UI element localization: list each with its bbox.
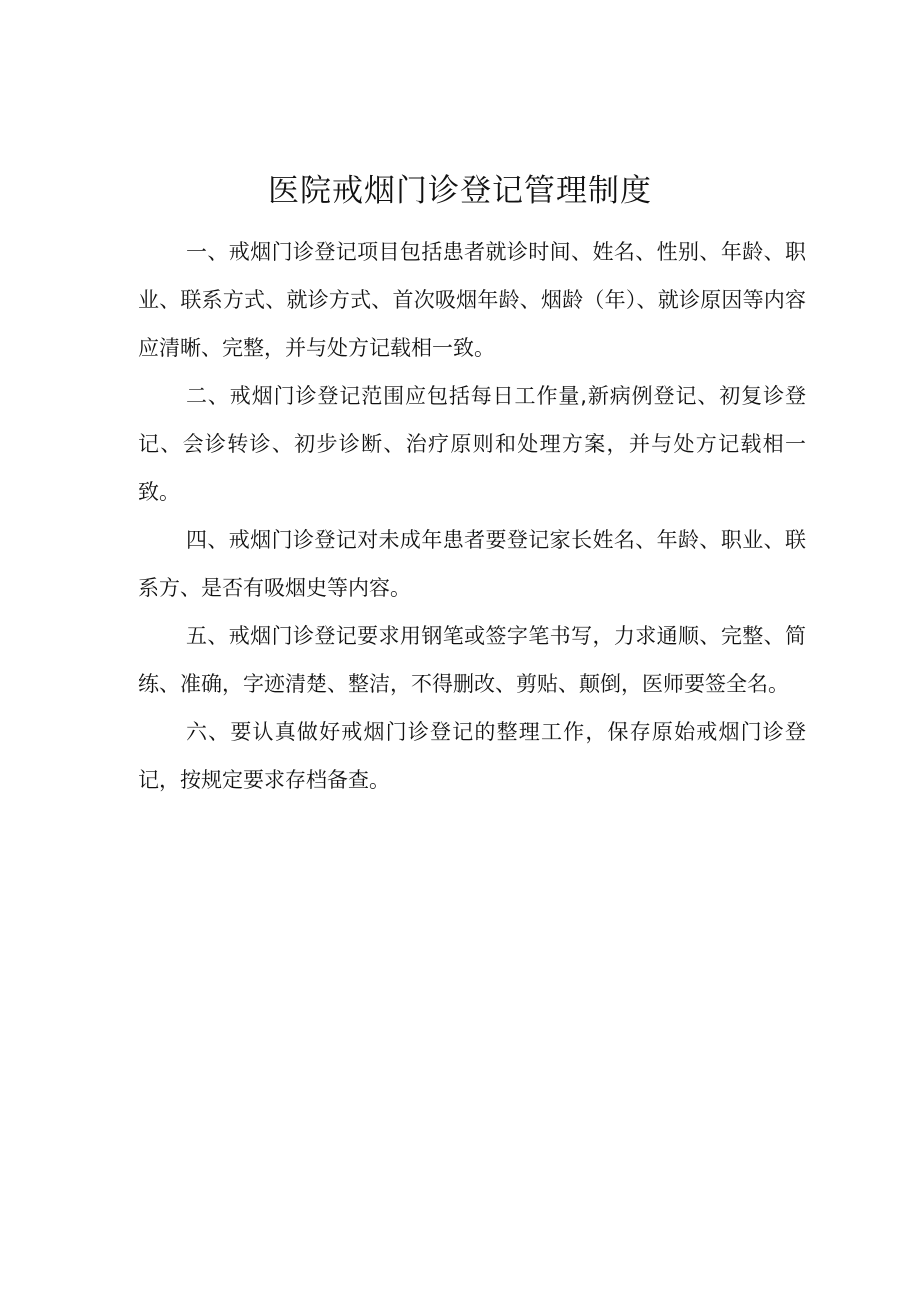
paragraph-4: 四、戒烟门诊登记对未成年患者要登记家长姓名、年龄、职业、联系方、是否有吸烟史等内容。 (138, 528, 806, 600)
paragraph-5: 五、戒烟门诊登记要求用钢笔或签字笔书写，力求通顺、完整、简练、准确，字迹清楚、整洁，不得删改、剪贴、颠倒，医师要签全名。 (138, 624, 806, 696)
document-title: 医院戒烟门诊登记管理制度 (268, 172, 652, 209)
paragraph-2: 二、戒烟门诊登记范围应包括每日工作量,新病例登记、初复诊登记、会诊转诊、初步诊断、治疗原则和处理方案，并与处方记载相一致。 (138, 384, 806, 504)
paragraph-6: 六、要认真做好戒烟门诊登记的整理工作，保存原始戒烟门诊登记，按规定要求存档备查。 (138, 720, 806, 792)
paragraph-1: 一、戒烟门诊登记项目包括患者就诊时间、姓名、性别、年龄、职业、联系方式、就诊方式、首次吸烟年龄、烟龄（年）、就诊原因等内容应清晰、完整，并与处方记载相一致。 (138, 240, 806, 360)
document-body (138, 228, 806, 804)
